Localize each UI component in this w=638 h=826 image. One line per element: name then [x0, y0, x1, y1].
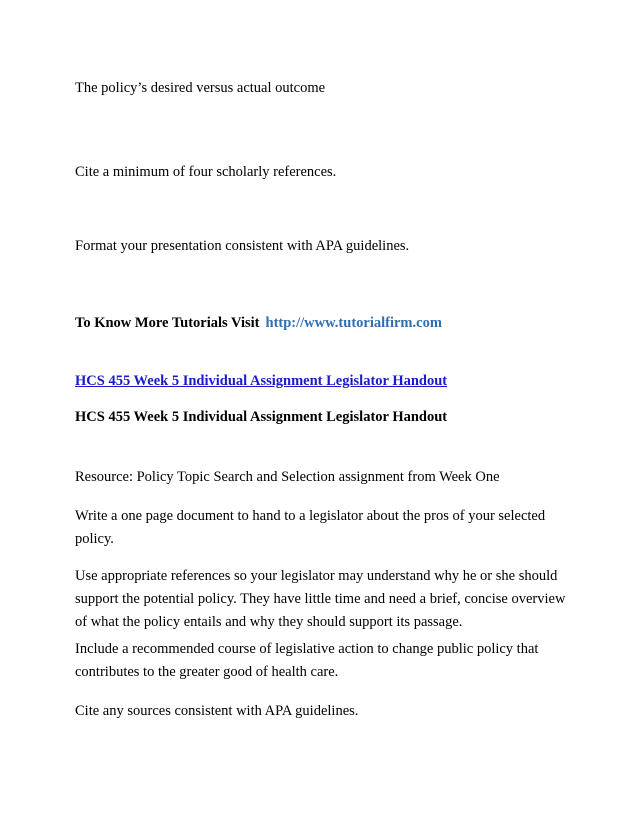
cite-sources-text: Cite any sources consistent with APA guidelines. — [75, 703, 359, 719]
resource-text: Resource: Policy Topic Search and Selection assignment from Week One — [75, 469, 500, 485]
assignment-heading: HCS 455 Week 5 Individual Assignment Legislator Handout — [75, 409, 448, 425]
write-document-paragraph: Write a one page document to hand to a legislator about the pros of your selected policy. — [75, 508, 546, 547]
use-references-paragraph: Use appropriate references so your legislator may understand why he or she should support the potential policy. They have little time and need a brief, concise overview of what the policy entails and why they should support its passage. — [75, 568, 566, 630]
tutorials-line — [75, 312, 575, 335]
tutorials-url-link[interactable]: http://www.tutorialfirm.com — [265, 315, 442, 331]
tutorials-prefix: To Know More Tutorials Visit — [75, 315, 260, 331]
assignment-heading-link[interactable]: HCS 455 Week 5 Individual Assignment Legislator Handout — [75, 373, 448, 389]
include-action-paragraph: Include a recommended course of legislative action to change public policy that contributes to the greater good of health care. — [75, 641, 539, 680]
policy-outcome-text: The policy’s desired versus actual outcome — [75, 80, 326, 96]
cite-references-text: Cite a minimum of four scholarly references. — [75, 164, 337, 180]
format-apa-text: Format your presentation consistent with APA guidelines. — [75, 238, 410, 254]
heading-link-line — [75, 370, 575, 393]
